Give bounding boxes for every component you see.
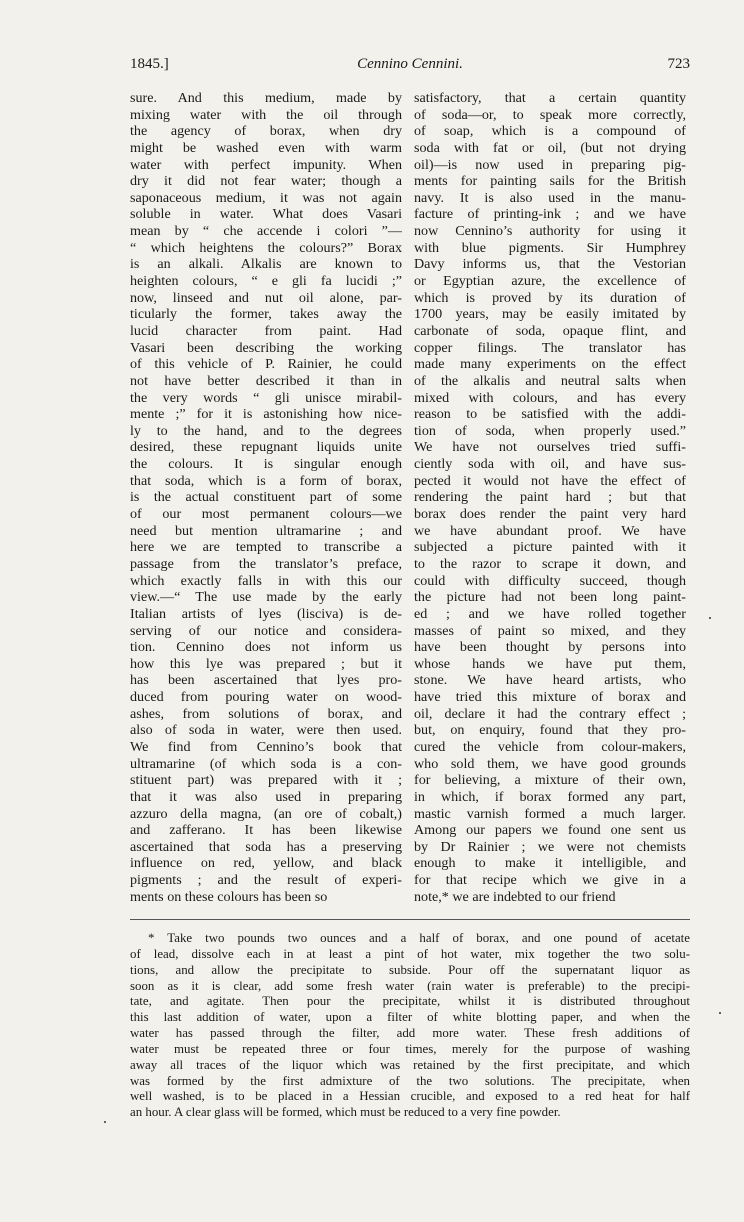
text-line: whose hands we have put them,	[414, 655, 686, 672]
text-line: rendering the paint hard ; but that	[414, 489, 686, 506]
running-title: Cennino Cennini.	[357, 56, 463, 72]
text-line: mastic varnish formed a much larger.	[414, 805, 686, 822]
text-line: reason to be satisfied with the addi-	[414, 406, 686, 423]
text-line: also of soda in water, were then used.	[130, 722, 402, 739]
text-line: ly to the hand, and to the degrees	[130, 422, 402, 439]
text-line: that soda, which is a form of borax,	[130, 472, 402, 489]
text-line: oil)—is now used in preparing pig-	[414, 156, 686, 173]
text-line: mixed with colours, and has every	[414, 389, 686, 406]
text-line: influence on red, yellow, and black	[130, 855, 402, 872]
footnote-line: * Take two pounds two ounces and a half of borax, and one pound of acetate	[148, 931, 690, 945]
text-line: who sold them, we have good grounds	[414, 755, 686, 772]
text-line: azzuro della magna, (an ore of cobalt,)	[130, 805, 402, 822]
text-line: the very words “ gli unisce mirabil-	[130, 389, 402, 406]
text-line: that it was also used in preparing	[130, 788, 402, 805]
text-line: serving of our notice and considera-	[130, 622, 402, 639]
text-line: sure. And this medium, made by	[130, 90, 402, 106]
text-line: has been ascertained that lyes pro-	[130, 672, 402, 689]
text-line: copper filings. The translator has	[414, 339, 686, 356]
text-line: stone. We have heard artists, who	[414, 672, 686, 689]
text-line: tion of soda, when properly used.”	[414, 422, 686, 439]
text-line: borax does render the paint very hard	[414, 506, 686, 523]
text-line: view.—“ The use made by the early	[130, 589, 402, 606]
text-line: which exactly falls in with this our	[130, 572, 402, 589]
text-line: here we are tempted to transcribe a	[130, 539, 402, 556]
text-line: we have abundant proof. We have	[414, 522, 686, 539]
header-year: 1845.]	[130, 56, 169, 72]
text-line: not have better described it than in	[130, 372, 402, 389]
text-line: of soda—or, to speak more correctly,	[414, 106, 686, 123]
text-line: for that recipe which we give in a	[414, 872, 686, 889]
text-line: the agency of borax, when dry	[130, 123, 402, 140]
text-line: heighten colours, “ e gli fa lucidi ;”	[130, 273, 402, 290]
footnote-line: tions, and allow the precipitate to subside. Pour off the supernatant liquor as	[130, 962, 690, 977]
text-line: by Dr Rainier ; we were not chemists	[414, 838, 686, 855]
text-line: have been thought by persons into	[414, 639, 686, 656]
text-line: ments for painting sails for the British	[414, 173, 686, 190]
text-line: need but mention ultramarine ; and	[130, 522, 402, 539]
text-line: Italian artists of lyes (lisciva) is de-	[130, 605, 402, 622]
text-line: cured the vehicle from colour-makers,	[414, 738, 686, 755]
text-line: note,* we are indebted to our friend	[414, 888, 616, 905]
footnote-line: water has passed through the filter, add more water. These fresh additions of	[130, 1026, 690, 1041]
text-line: with blue pigments. Sir Humphrey	[414, 239, 686, 256]
footnote-line: of lead, dissolve each in at least a pint of hot water, mix together the two solu-	[130, 946, 690, 961]
text-line: ultramarine (of which soda is a con-	[130, 755, 402, 772]
text-line: for believing, a mixture of their own,	[414, 772, 686, 789]
text-line: dry it did not fear water; though a	[130, 173, 402, 190]
text-line: of the alkalis and neutral salts when	[414, 372, 686, 389]
text-line: now Cennino’s authority for using it	[414, 223, 686, 240]
footnote-line: away all traces of the liquor which was retained by the first precipitate, and which	[130, 1057, 690, 1072]
text-line: Among our papers we found one sent us	[414, 822, 686, 839]
text-line: the colours. It is singular enough	[130, 456, 402, 473]
text-line: ticularly the former, takes away the	[130, 306, 402, 323]
text-line: facture of printing-ink ; and we have	[414, 206, 686, 223]
text-line: desired, these repugnant liquids unite	[130, 439, 402, 456]
paper-speck	[719, 1012, 721, 1014]
text-line: Davy informs us, that the Vestorian	[414, 256, 686, 273]
footnote	[130, 931, 690, 1121]
text-line: pected it would not have the effect of	[414, 472, 686, 489]
text-line: could with difficulty succeed, though	[414, 572, 686, 589]
text-line: to the razor to scrape it down, and	[414, 555, 686, 572]
text-line: navy. It is also used in the manu-	[414, 189, 686, 206]
text-line: of our most permanent colours—we	[130, 506, 402, 523]
text-line: how this lye was prepared ; but it	[130, 655, 402, 672]
paper-speck	[104, 1121, 106, 1123]
text-line: mente ;” for it is astonishing how nice-	[130, 406, 402, 423]
text-line: “ which heightens the colours?” Borax	[130, 239, 402, 256]
text-line: now, linseed and nut oil alone, par-	[130, 289, 402, 306]
text-line: but, on enquiry, found that they pro-	[414, 722, 686, 739]
text-line: is the actual constituent part of some	[130, 489, 402, 506]
text-line: ashes, from solutions of borax, and	[130, 705, 402, 722]
text-line: made many experiments on the effect	[414, 356, 686, 373]
text-line: or Egyptian azure, the excellence of	[414, 273, 686, 290]
text-line: mixing water with the oil through	[130, 106, 402, 123]
text-line: pigments ; and the result of experi-	[130, 872, 402, 889]
text-line: in which, if borax formed any part,	[414, 788, 686, 805]
text-line: is an alkali. Alkalis are known to	[130, 256, 402, 273]
text-line: lucid character from paint. Had	[130, 322, 402, 339]
text-line: water with perfect impunity. When	[130, 156, 402, 173]
text-line: soluble in water. What does Vasari	[130, 206, 402, 223]
text-line: ciently soda with oil, and have sus-	[414, 456, 686, 473]
footnote-line: was formed by the first admixture of the two solutions. The precipitate, when	[130, 1073, 690, 1088]
footnote-line: tate, and agitate. Then pour the precipitate, whilst it is distributed throughout	[130, 994, 690, 1009]
text-line: mean by “ che accende i colori ”—	[130, 223, 402, 240]
text-line: passage from the translator’s preface,	[130, 555, 402, 572]
text-line: carbonate of soda, opaque flint, and	[414, 322, 686, 339]
text-line: which is proved by its duration of	[414, 289, 686, 306]
text-line: might be washed even with warm	[130, 139, 402, 156]
footnote-line: water must be repeated three or four times, merely for the purpose of washing	[130, 1041, 690, 1056]
text-line: ascertained that soda has a preserving	[130, 838, 402, 855]
right-column	[414, 90, 686, 905]
text-line: saponaceous medium, it was not again	[130, 189, 402, 206]
running-header	[130, 56, 690, 78]
text-line: of soap, which is a compound of	[414, 123, 686, 140]
text-line: the picture had not been long paint-	[414, 589, 686, 606]
page-number: 723	[667, 56, 690, 72]
text-line: ed ; and we have rolled together	[414, 605, 686, 622]
text-line: 1700 years, may be easily imitated by	[414, 306, 686, 323]
text-line: tion. Cennino does not inform us	[130, 639, 402, 656]
text-line: ments on these colours has been so	[130, 888, 328, 905]
footnote-divider	[130, 919, 690, 920]
text-line: Vasari been describing the working	[130, 339, 402, 356]
footnote-line: soon as it is clear, add some fresh water (rain water is preferable) to the precipi-	[130, 978, 690, 993]
text-line: soda with fat or oil, (but not drying	[414, 139, 686, 156]
text-line: and zafferano. It has been likewise	[130, 822, 402, 839]
left-column	[130, 90, 402, 905]
footnote-line: an hour. A clear glass will be formed, which must be reduced to a very fine powder.	[130, 1105, 561, 1120]
text-line: masses of paint so mixed, and they	[414, 622, 686, 639]
text-line: enough to make it intelligible, and	[414, 855, 686, 872]
text-line: satisfactory, that a certain quantity	[414, 90, 686, 106]
text-line: have tried this mixture of borax and	[414, 689, 686, 706]
text-line: We have not ourselves tried suffi-	[414, 439, 686, 456]
footnote-line: this last addition of water, upon a filter of white blotting paper, and when the	[130, 1010, 690, 1025]
text-line: We find from Cennino’s book that	[130, 738, 402, 755]
text-line: stituent part) was prepared with it ;	[130, 772, 402, 789]
text-line: duced from pouring water on wood-	[130, 689, 402, 706]
footnote-line: well washed, is to be placed in a Hessian crucible, and exposed to a red heat for half	[130, 1089, 690, 1104]
text-line: subjected a picture painted with it	[414, 539, 686, 556]
text-line: of this vehicle of P. Rainier, he could	[130, 356, 402, 373]
text-line: oil, declare it had the contrary effect ;	[414, 705, 686, 722]
paper-speck	[709, 617, 711, 619]
